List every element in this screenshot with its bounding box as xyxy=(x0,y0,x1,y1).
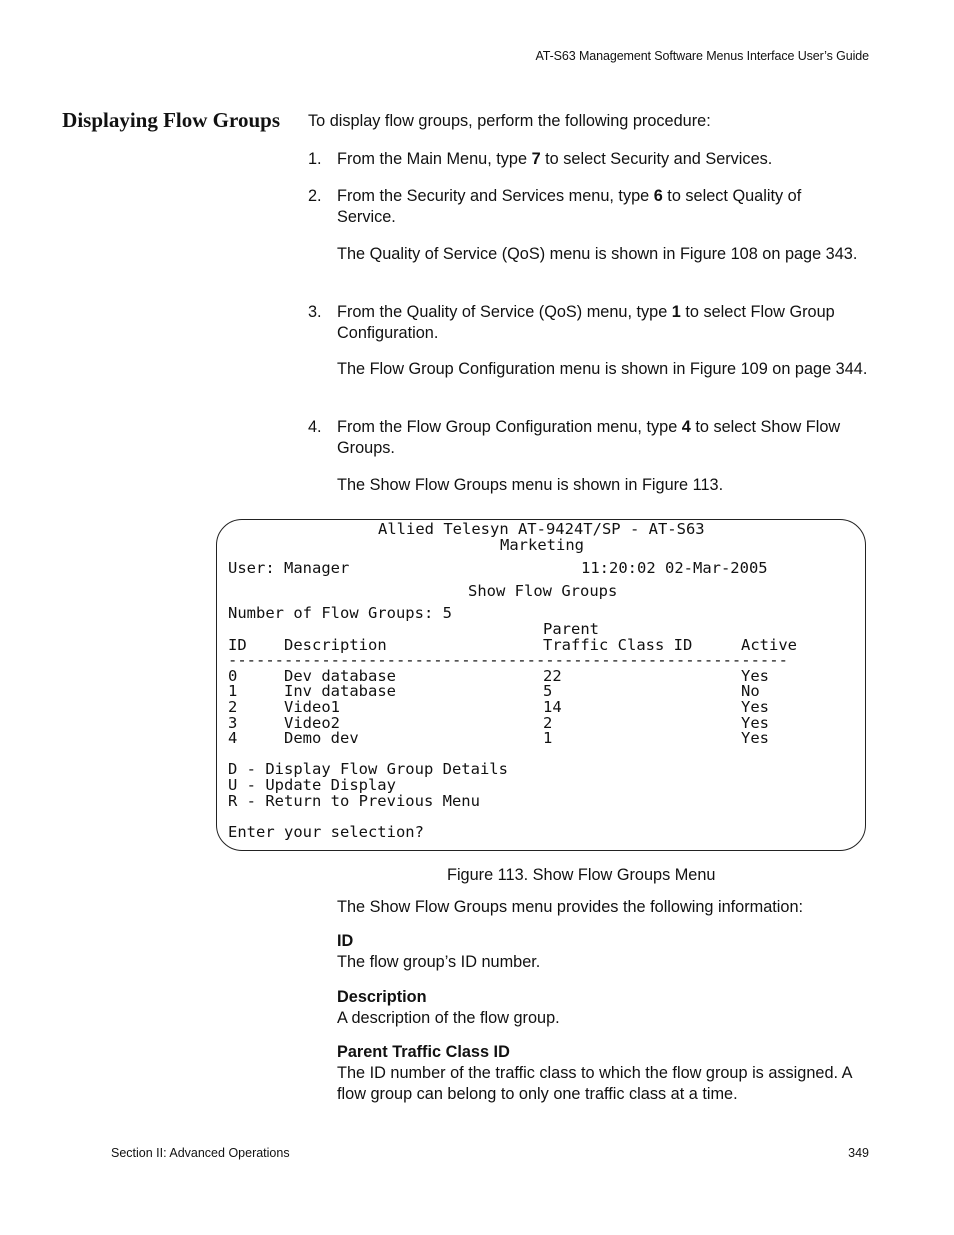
menu-option-update: U - Update Display xyxy=(228,775,396,794)
flow-group-id: 3 xyxy=(228,713,238,732)
column-header-parent: Parent xyxy=(543,619,599,638)
product-name: Allied Telesyn AT-9424T/SP - AT-S63 xyxy=(378,520,705,538)
flow-group-table xyxy=(228,666,788,748)
switch-location: Marketing xyxy=(500,535,584,554)
flow-group-traffic-class: 1 xyxy=(543,729,553,748)
menu-key: 6 xyxy=(653,187,663,205)
flow-group-traffic-class: 5 xyxy=(543,682,553,701)
menu-option-return: R - Return to Previous Menu xyxy=(228,791,480,810)
flow-group-id: 0 xyxy=(228,666,238,685)
step-2-text xyxy=(337,186,842,228)
flow-group-id: 2 xyxy=(228,697,238,716)
flow-group-active: No xyxy=(741,682,760,701)
step-number: 3. xyxy=(308,303,322,321)
step-text-post: to select Security and Services. xyxy=(540,150,773,168)
column-header-active: Active xyxy=(741,635,797,654)
menu-key: 7 xyxy=(531,150,541,168)
definition-term: Parent Traffic Class ID xyxy=(337,1043,510,1061)
terminal-screen xyxy=(228,520,797,841)
user-line: User: Manager xyxy=(228,559,350,578)
step-number: 1. xyxy=(308,150,322,168)
flow-group-id: 4 xyxy=(228,729,238,748)
step-number: 2. xyxy=(308,187,322,205)
definition-term: ID xyxy=(337,932,354,950)
definition-text: The flow group’s ID number. xyxy=(337,953,541,971)
flow-group-traffic-class: 2 xyxy=(543,713,553,732)
step-text-pre: From the Flow Group Configuration menu, type xyxy=(337,418,682,436)
column-header-id: ID xyxy=(228,635,247,654)
flow-group-active: Yes xyxy=(741,729,769,748)
table-row xyxy=(228,731,788,747)
step-text-post: to select Flow Group Configuration. xyxy=(337,303,835,342)
definition-id xyxy=(337,931,872,973)
intro-text: To display flow groups, perform the following procedure: xyxy=(308,112,711,130)
menu-title: Show Flow Groups xyxy=(468,581,618,600)
step-text-pre: From the Quality of Service (QoS) menu, type xyxy=(337,303,672,321)
table-separator: ------------------------------------------------------------ xyxy=(228,651,788,670)
step-note: The Flow Group Configuration menu is shown in Figure 109 on page 344. xyxy=(337,360,868,378)
step-1-text xyxy=(337,149,872,170)
flow-group-active: Yes xyxy=(741,713,769,732)
running-header: AT-S63 Management Software Menus Interface User’s Guide xyxy=(535,49,869,63)
menu-option-display: D - Display Flow Group Details xyxy=(228,760,508,779)
step-note: The Quality of Service (QoS) menu is shown in Figure 108 on page 343. xyxy=(337,245,858,263)
flow-group-active: Yes xyxy=(741,666,769,685)
column-headers xyxy=(228,635,797,654)
step-number: 4. xyxy=(308,418,322,436)
definition-list xyxy=(337,931,872,1105)
definition-text: The ID number of the traffic class to which the flow group is assigned. A flow group can belong to only one traffic class at a time. xyxy=(337,1064,852,1103)
selection-prompt: Enter your selection? xyxy=(228,822,424,841)
flow-group-description: Inv database xyxy=(284,682,396,701)
step-text-post: to select Quality of Service. xyxy=(337,187,802,226)
step-3-text xyxy=(337,302,872,344)
flow-group-count: Number of Flow Groups: 5 xyxy=(228,604,452,623)
info-intro: The Show Flow Groups menu provides the following information: xyxy=(337,898,804,916)
flow-group-description: Dev database xyxy=(284,666,396,685)
flow-group-description: Video1 xyxy=(284,697,340,716)
flow-group-active: Yes xyxy=(741,697,769,716)
footer-section: Section II: Advanced Operations xyxy=(111,1146,290,1160)
column-header-traffic-class: Traffic Class ID xyxy=(543,635,693,654)
column-header-description: Description xyxy=(284,635,387,654)
step-text-post: to select Show Flow Groups. xyxy=(337,418,841,457)
section-title-text: Displaying Flow Groups xyxy=(62,108,280,132)
flow-group-description: Demo dev xyxy=(284,729,359,748)
section-title xyxy=(62,107,280,134)
figure-caption: Figure 113. Show Flow Groups Menu xyxy=(447,866,716,884)
step-4-text xyxy=(337,417,872,459)
flow-group-id: 1 xyxy=(228,682,238,701)
flow-group-description: Video2 xyxy=(284,713,340,732)
definition-term: Description xyxy=(337,988,427,1006)
flow-group-traffic-class: 22 xyxy=(543,666,562,685)
step-text-pre: From the Security and Services menu, type xyxy=(337,187,654,205)
flow-group-traffic-class: 14 xyxy=(543,697,562,716)
menu-key: 4 xyxy=(681,418,691,436)
step-text-pre: From the Main Menu, type xyxy=(337,150,532,168)
page-number: 349 xyxy=(848,1146,869,1160)
definition-text: A description of the flow group. xyxy=(337,1009,560,1027)
definition-parent-traffic-class xyxy=(337,1042,872,1105)
definition-description xyxy=(337,987,872,1029)
menu-key: 1 xyxy=(671,303,681,321)
timestamp: 11:20:02 02-Mar-2005 xyxy=(581,559,768,578)
step-note: The Show Flow Groups menu is shown in Figure 113. xyxy=(337,476,724,494)
